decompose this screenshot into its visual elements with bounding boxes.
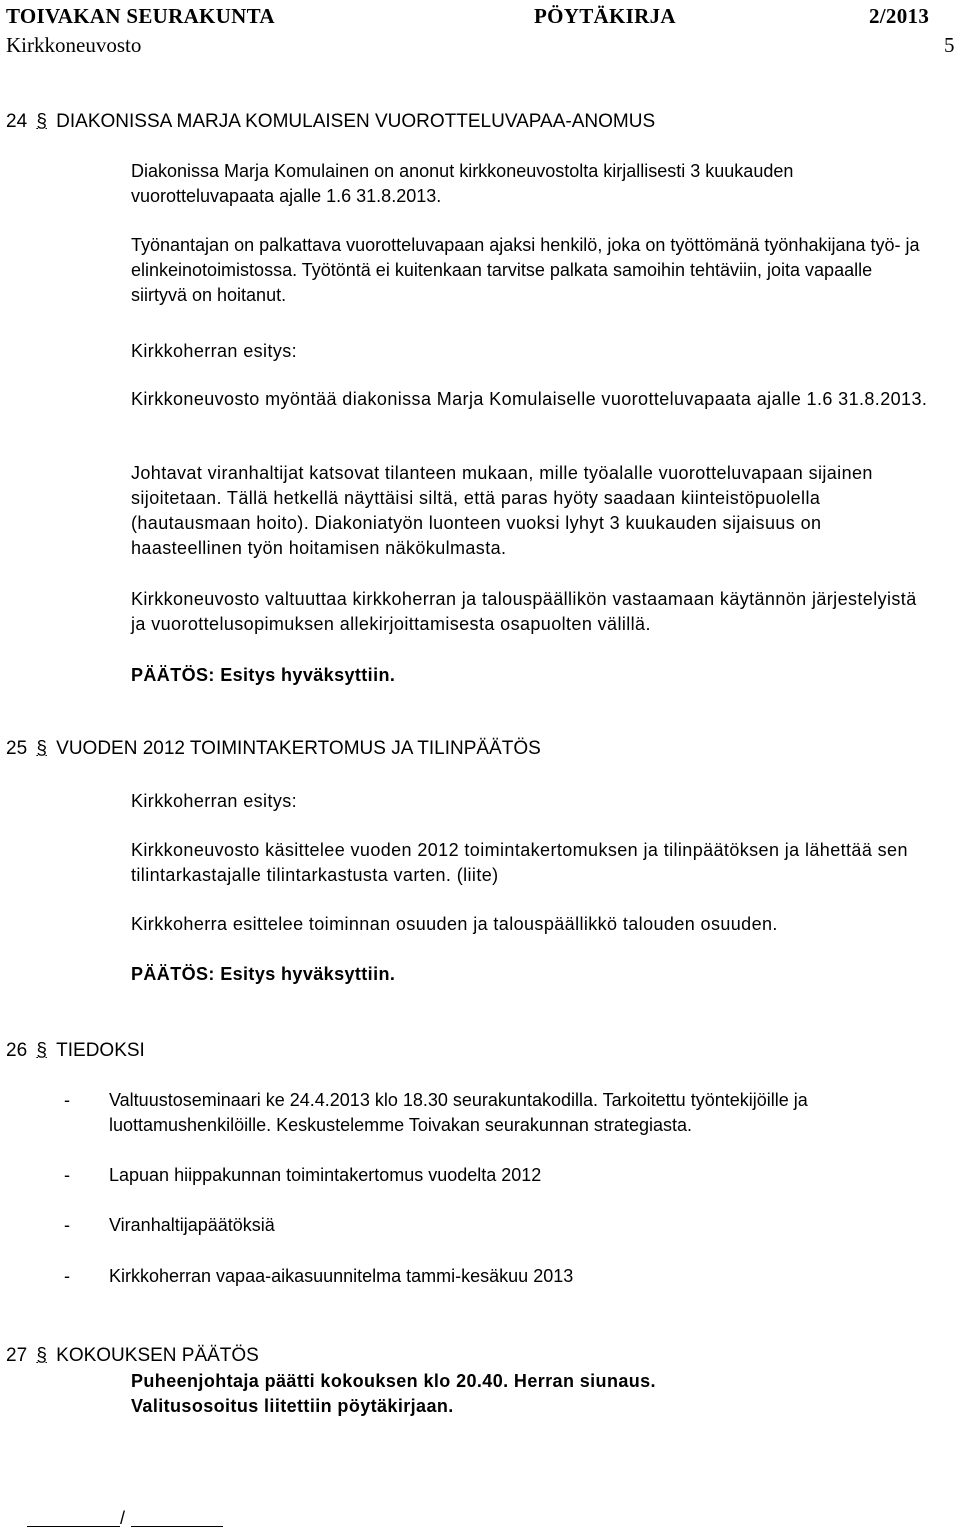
section-title: VUODEN 2012 TOIMINTAKERTOMUS JA TILINPÄÄTÖS: [56, 738, 541, 759]
section-title: KOKOUKSEN PÄÄTÖS: [56, 1345, 259, 1366]
signature-line-left: [27, 1526, 120, 1527]
section-title: TIEDOKSI: [56, 1040, 145, 1061]
signature-line-right: [131, 1526, 223, 1527]
document-number: 2/2013: [869, 4, 930, 28]
section-number: 24: [6, 111, 28, 132]
section-number: 27: [6, 1345, 28, 1366]
list-item-text: Valtuustoseminaari ke 24.4.2013 klo 18.30 seurakuntakodilla. Tarkoitettu työntekijöille ja luottamushenkilöille. Keskustelemme Toivakan seurakunnan strategiasta.: [109, 1090, 808, 1135]
list-item-text: Kirkkoherran vapaa-aikasuunnitelma tammi-kesäkuu 2013: [109, 1266, 574, 1286]
decision: PÄÄTÖS: Esitys hyväksyttiin.: [131, 665, 396, 685]
list-item: [64, 1213, 944, 1238]
proposal-paragraph: Kirkkoneuvosto valtuuttaa kirkkoherran ja talouspäällikön vastaamaan käytännön järjestelyistä ja vuorottelusopimuksen allekirjoittamisesta osapuolten välillä.: [131, 589, 917, 634]
list-bullet: -: [64, 1266, 70, 1286]
list-item: [64, 1163, 944, 1188]
organization-name: TOIVAKAN SEURAKUNTA: [6, 4, 275, 28]
section-title: DIAKONISSA MARJA KOMULAISEN VUOROTTELUVAPAA-ANOMUS: [56, 111, 656, 132]
paragraph: Työnantajan on palkattava vuorotteluvapaan ajaksi henkilö, joka on työttömänä työnhakijana työ- ja elinkeinotoimistossa. Työtöntä ei kuitenkaan tarvitse palkata samoihin tehtäviin, joita vapaalle siirtyvä on hoitanut.: [131, 235, 920, 305]
section-mark: §: [36, 1040, 47, 1061]
proposal-label: Kirkkoherran esitys:: [131, 341, 298, 361]
document-type: PÖYTÄKIRJA: [534, 4, 676, 28]
closing-line: Puheenjohtaja päätti kokouksen klo 20.40. Herran siunaus.: [131, 1371, 656, 1391]
section-heading-26: [6, 1039, 145, 1063]
list-bullet: -: [64, 1215, 70, 1235]
page-number: 5: [944, 33, 955, 57]
list-item: [64, 1088, 944, 1138]
proposal-paragraph: Kirkkoneuvosto käsittelee vuoden 2012 toimintakertomuksen ja tilinpäätöksen ja lähettää sen tilintarkastajalle tilintarkastusta varten. (liite): [131, 840, 908, 885]
proposal-label: Kirkkoherran esitys:: [131, 791, 298, 811]
list-bullet: -: [64, 1090, 70, 1110]
signature-separator: /: [120, 1508, 126, 1528]
paragraph: Diakonissa Marja Komulainen on anonut kirkkoneuvostolta kirjallisesti 3 kuukauden vuorotteluvapaata ajalle 1.6 31.8.2013.: [131, 161, 794, 206]
meeting-body: Kirkkoneuvosto: [6, 33, 142, 57]
section-number: 26: [6, 1040, 28, 1061]
section-mark: §: [36, 111, 47, 132]
section-heading-24: [6, 110, 655, 134]
list-item: [64, 1264, 944, 1289]
proposal-paragraph: Kirkkoneuvosto myöntää diakonissa Marja Komulaiselle vuorotteluvapaata ajalle 1.6 31.8.2013.: [131, 389, 928, 409]
section-mark: §: [36, 738, 47, 759]
decision: PÄÄTÖS: Esitys hyväksyttiin.: [131, 964, 396, 984]
list-item-text: Viranhaltijapäätöksiä: [109, 1215, 275, 1235]
section-heading-25: [6, 737, 541, 761]
section-mark: §: [36, 1345, 47, 1366]
proposal-paragraph: Kirkkoherra esittelee toiminnan osuuden ja talouspäällikkö talouden osuuden.: [131, 914, 778, 934]
list-item-text: Lapuan hiippakunnan toimintakertomus vuodelta 2012: [109, 1165, 542, 1185]
list-bullet: -: [64, 1165, 70, 1185]
section-number: 25: [6, 738, 28, 759]
closing-line: Valitusosoitus liitettiin pöytäkirjaan.: [131, 1396, 454, 1416]
proposal-paragraph: Johtavat viranhaltijat katsovat tilanteen mukaan, mille työalalle vuorotteluvapaan sijainen sijoitetaan. Tällä hetkellä näyttäisi siltä, että paras hyöty saadaan kiinteistöpuolella (hautausmaan hoito). Diakoniatyön luonteen vuoksi lyhyt 3 kuukauden sijaisuus on haasteellinen työn hoitamisen näkökulmasta.: [131, 463, 873, 558]
section-heading-27: [6, 1344, 259, 1368]
